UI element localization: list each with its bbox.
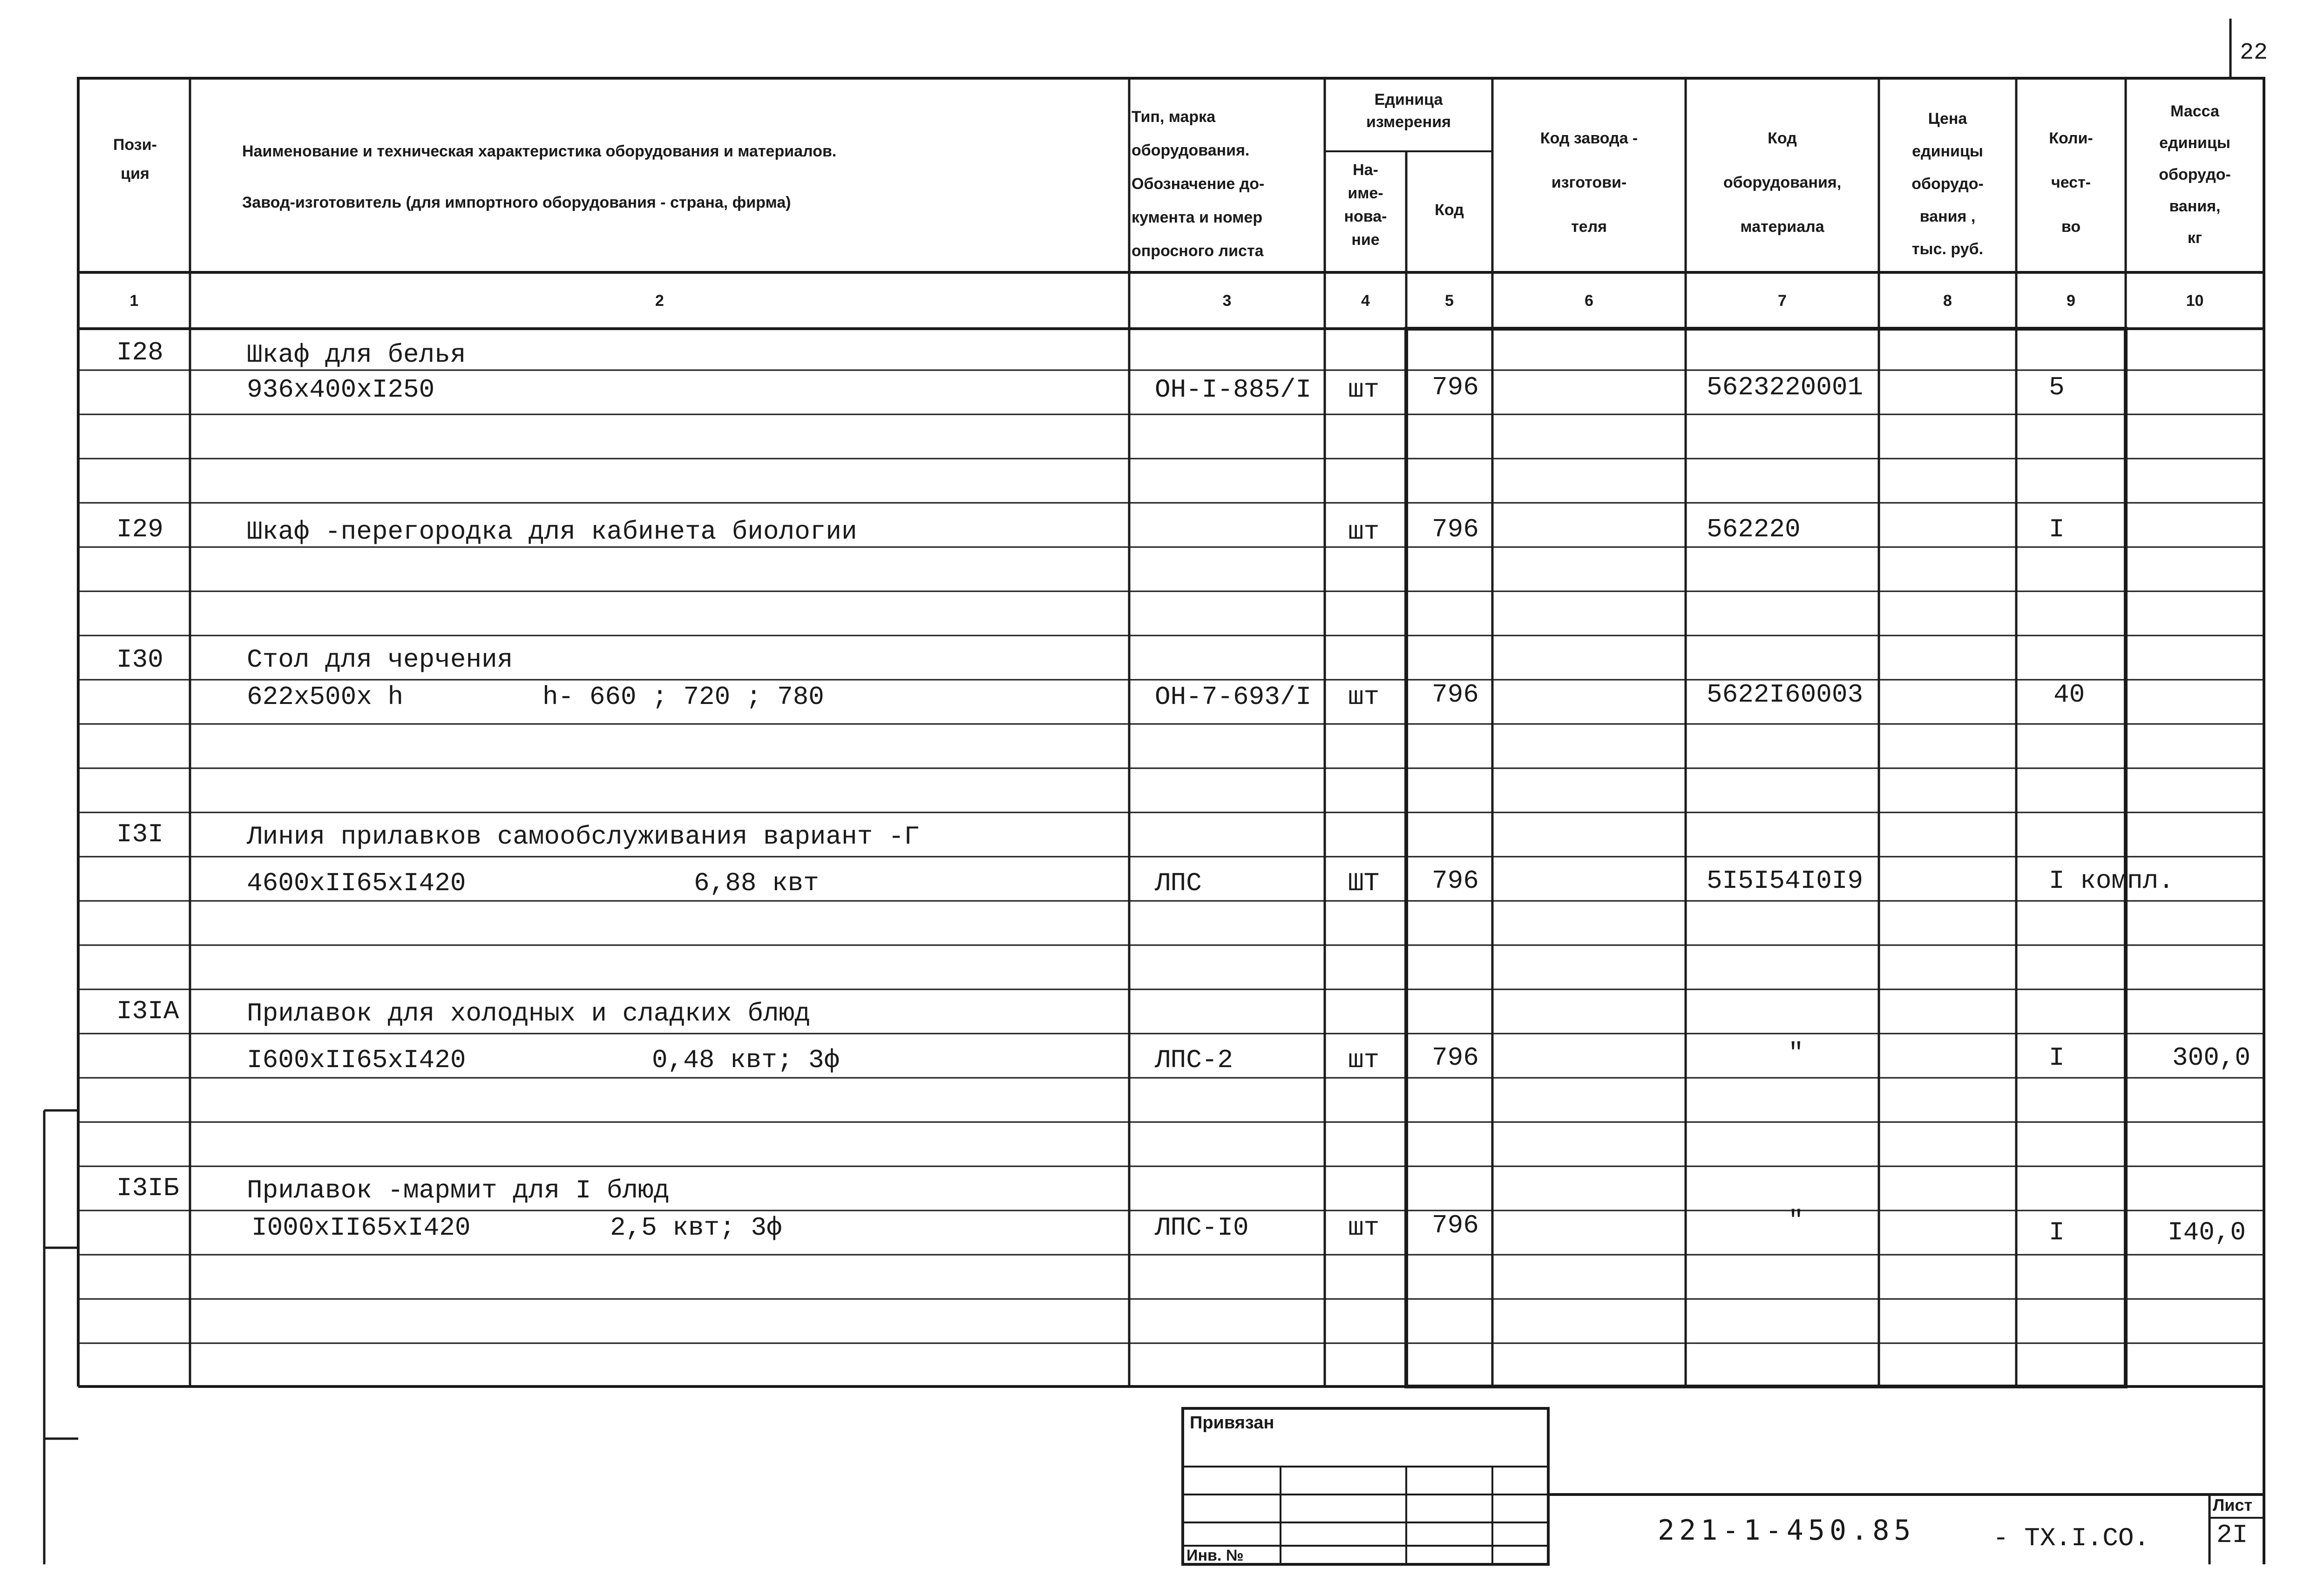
row-type: ЛПС: [1155, 868, 1202, 898]
row-type: ЛПС-I0: [1155, 1213, 1249, 1243]
header-price: [1879, 102, 2016, 265]
row-unit: шт: [1348, 682, 1380, 712]
row-material-code: 5623220001: [1707, 372, 1864, 402]
row-position: I3IБ: [116, 1173, 179, 1203]
header-factory-line: Код завода -: [1540, 129, 1638, 147]
col-number: 6: [1585, 292, 1593, 310]
header-name-line: Завод-изготовитель (для импортного оборудования - страна, фирма): [242, 194, 791, 211]
row-quantity: I: [2049, 514, 2065, 544]
row-spec: 622х500х h: [247, 682, 404, 712]
row-name: Линия прилавков самообслуживания вариант -Г: [247, 822, 920, 852]
header-mass-line: вания,: [2169, 197, 2221, 215]
header-mass: [2126, 95, 2264, 254]
row-mass: I40,0: [2168, 1217, 2246, 1247]
header-position-line: ция: [121, 165, 149, 183]
col-number: 7: [1778, 292, 1787, 310]
inventory-label: Инв. №: [1186, 1547, 1244, 1564]
header-quantity-line: во: [2061, 218, 2081, 236]
header-type-line: кумента и номер: [1132, 209, 1263, 226]
row-type: ОН-7-693/I: [1155, 682, 1312, 712]
row-material-code: ": [1788, 1206, 1804, 1236]
row-type: ЛПС-2: [1155, 1045, 1233, 1075]
header-mass-line: оборудо-: [2159, 166, 2231, 183]
header-price-line: тыс. руб.: [1911, 240, 1984, 258]
row-spec: I600хII65хI420: [247, 1045, 466, 1075]
header-quantity-line: чест-: [2051, 174, 2091, 191]
header-equipment-line: оборудования,: [1723, 174, 1842, 191]
row-spec: 936х400хI250: [247, 375, 435, 405]
row-spec-extra: 2,5 квт; 3ф: [610, 1213, 782, 1243]
header-name-line: Наименование и техническая характеристика оборудования и материалов.: [242, 142, 837, 160]
header-unit-code: Код: [1435, 201, 1464, 219]
row-name: Прилавок для холодных и сладких блюд: [247, 999, 810, 1028]
row-spec-extra: 6,88 квт: [694, 868, 819, 898]
row-material-code: ": [1788, 1038, 1804, 1068]
header-price-line: Цена: [1928, 110, 1967, 128]
row-position: I29: [116, 514, 163, 544]
row-code: 796: [1432, 372, 1479, 402]
page-number: 22: [2240, 40, 2268, 66]
header-type-line: оборудования.: [1132, 142, 1250, 159]
row-position: I28: [116, 338, 163, 367]
header-name: [200, 126, 992, 228]
row-material-code: 5I5I54I0I9: [1707, 866, 1864, 896]
row-unit: шт: [1348, 375, 1380, 405]
header-unit-name: [1325, 158, 1406, 251]
header-type-line: Обозначение до-: [1132, 175, 1265, 193]
header-unit-name-line: нова-: [1344, 208, 1387, 225]
row-spec-extra: 0,48 квт; 3ф: [652, 1045, 840, 1075]
header-unit-line: Единица: [1374, 91, 1443, 108]
row-quantity: 40: [2053, 680, 2085, 710]
row-quantity: 5: [2049, 372, 2065, 402]
row-unit: шт: [1348, 517, 1380, 547]
row-code: 796: [1432, 1043, 1479, 1073]
row-code: 796: [1432, 680, 1479, 710]
header-position-line: Пози-: [113, 136, 157, 154]
header-unit-name-line: На-: [1353, 161, 1378, 179]
row-quantity: I: [2049, 1217, 2065, 1247]
sheet-number: 2I: [2216, 1520, 2248, 1550]
row-position: I3IА: [116, 996, 179, 1026]
row-material-code: 562220: [1707, 514, 1801, 544]
row-name: Шкаф -перегородка для кабинета биологии: [247, 517, 857, 547]
header-price-line: оборудо-: [1911, 175, 1984, 193]
col-number: 8: [1943, 292, 1952, 310]
header-mass-line: кг: [2187, 229, 2203, 247]
document-code: 221-1-450.85: [1658, 1514, 1916, 1547]
header-unit-line: измерения: [1366, 113, 1451, 131]
sheet-label: Лист: [2213, 1495, 2253, 1515]
row-spec-extra: h- 660 ; 720 ; 780: [542, 682, 824, 712]
header-quantity: [2016, 116, 2126, 249]
row-quantity: I компл.: [2049, 866, 2174, 896]
header-equipment-line: материала: [1740, 218, 1824, 236]
linked-label: Привязан: [1190, 1413, 1274, 1433]
header-type-line: опросного листа: [1132, 242, 1264, 260]
header-mass-line: Масса: [2170, 102, 2219, 120]
col-number: 4: [1361, 292, 1370, 310]
row-mass: 300,0: [2172, 1043, 2251, 1073]
row-code: 796: [1432, 866, 1479, 896]
header-unit-group: [1325, 88, 1492, 133]
header-unit-name-line: ние: [1351, 231, 1380, 249]
header-type: [1132, 100, 1322, 268]
header-factory-line: теля: [1571, 218, 1607, 236]
header-mass-line: единицы: [2159, 134, 2230, 152]
header-quantity-line: Коли-: [2049, 129, 2093, 147]
header-equipment-code: [1686, 116, 1879, 249]
header-equipment-line: Код: [1768, 129, 1797, 147]
row-code: 796: [1432, 514, 1479, 544]
document-suffix: - ТХ.I.СО.: [1993, 1523, 2150, 1553]
row-unit: ШТ: [1348, 868, 1380, 898]
header-type-line: Тип, марка: [1132, 108, 1216, 126]
row-unit: шт: [1348, 1213, 1380, 1243]
row-name: Шкаф для белья: [247, 340, 466, 370]
row-position: I3I: [116, 819, 163, 849]
row-material-code: 5622I60003: [1707, 680, 1864, 710]
row-spec: 4600хII65хI420: [247, 868, 466, 898]
row-position: I30: [116, 645, 163, 675]
col-number: 3: [1222, 292, 1232, 310]
header-factory-line: изготови-: [1551, 174, 1627, 191]
header-position: [84, 130, 186, 188]
header-price-line: единицы: [1912, 142, 1983, 160]
col-number: 9: [2067, 292, 2075, 310]
col-number: 2: [655, 292, 664, 310]
row-spec: I000хII65хI420: [251, 1213, 471, 1243]
col-number: 10: [2186, 292, 2204, 310]
row-name: Прилавок -мармит для I блюд: [247, 1176, 670, 1205]
row-quantity: I: [2049, 1043, 2065, 1073]
row-code: 796: [1432, 1211, 1479, 1240]
header-unit-name-line: име-: [1348, 184, 1383, 202]
col-number: 1: [129, 292, 139, 310]
header-price-line: вания ,: [1919, 208, 1976, 225]
row-name: Стол для черчения: [247, 645, 513, 675]
header-factory-code: [1492, 116, 1686, 249]
row-type: ОН-I-885/I: [1155, 375, 1312, 405]
col-number: 5: [1445, 292, 1454, 310]
row-unit: шт: [1348, 1045, 1380, 1075]
